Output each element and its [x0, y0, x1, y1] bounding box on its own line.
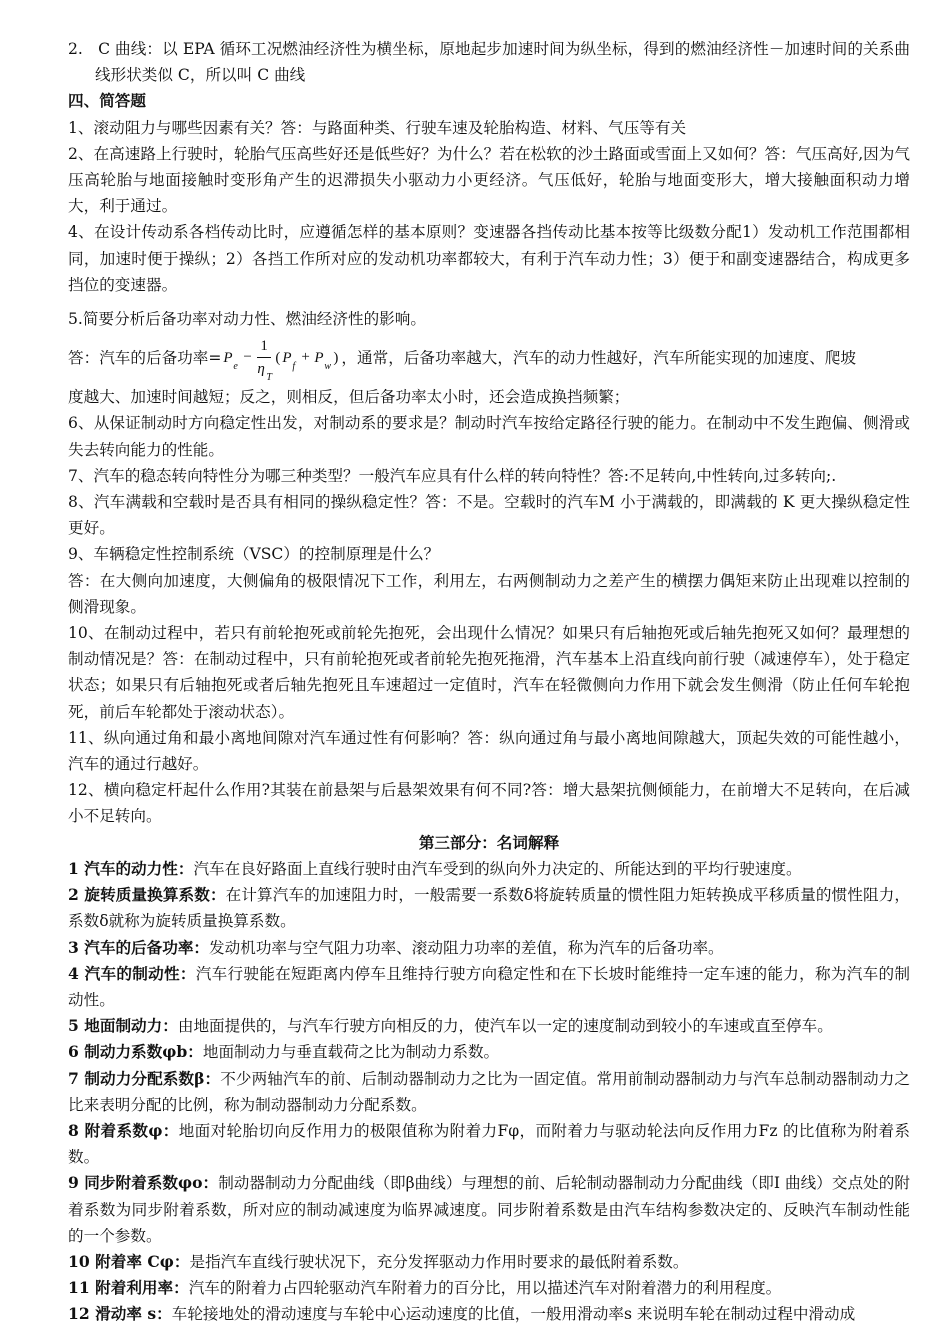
term-label: 8 附着系数φ： [68, 1120, 179, 1140]
question-4: 4、在设计传动系各档传动比时，应遵循怎样的基本原则？变速器各挡传动比基本按等比级数分配1）发动机工作范围都相同，加速时便于操纵；2）各挡工作所对应的发动机功率都较大，有利于汽车动力性；3）便于和副变速器结合，构成更多挡位的变速器。 [68, 223, 910, 294]
term-item [68, 1013, 910, 1039]
term-label: 4 汽车的制动性： [68, 963, 196, 983]
term-label: 3 汽车的后备功率： [68, 937, 210, 957]
c-curve-text: C 曲线：以 EPA 循环工况燃油经济性为横坐标，原地起步加速时间为纵坐标，得到的燃油经济性－加速时间的关系曲线形状类似 C，所以叫 C 曲线 [95, 40, 910, 85]
question-5-title: 5.简要分析后备功率对动力性、燃油经济性的影响。 [68, 310, 426, 329]
term-item [68, 935, 910, 961]
term-definition: 制动器制动力分配曲线（即β曲线）与理想的前、后轮制动器制动力分配曲线（即I 曲线）交点处的附着系数为同步附着系数，所对应的制动减速度为临界减速度。同步附着系数是由汽车结构参数决定的、反映汽车制动性能的一个参数。 [68, 1174, 910, 1245]
term-definition: 发动机功率与空气阻力功率、滚动阻力功率的差值，称为汽车的后备功率。 [209, 938, 724, 957]
term-definition: 汽车的附着力占四轮驱动汽车附着力的百分比，用以描述汽车对附着潜力的利用程度。 [188, 1279, 782, 1298]
term-label: 10 附着率 Cφ： [68, 1251, 190, 1271]
term-label: 11 附着利用率： [68, 1278, 189, 1298]
term-label: 1 汽车的动力性： [68, 858, 194, 878]
c-curve-number: 2. [68, 40, 83, 58]
term-item [68, 1249, 910, 1275]
term-item [68, 882, 910, 934]
term-label: 7 制动力分配系数β： [68, 1068, 221, 1088]
formula-one: 1 [260, 338, 268, 355]
term-label: 9 同步附着系数φo： [68, 1173, 219, 1193]
formula-fraction-bar [257, 357, 271, 358]
question-5-answer-continued: 度越大、加速时间越短；反之，则相反，但后备功率太小时，还会造成换挡频繁； [68, 388, 630, 407]
term-definition: 地面对轮胎切向反作用力的极限值称为附着力Fφ，而附着力与驱动轮法向反作用力Fz 的比值称为附着系数。 [68, 1121, 911, 1167]
question-1: 1、滚动阻力与哪些因素有关？答：与路面种类、行驶车速及轮胎构造、材料、气压等有关 [68, 118, 687, 137]
formula-left-paren: ( [275, 350, 281, 367]
formula-eta-sub: T [266, 372, 272, 384]
formula-pe: P [223, 350, 233, 367]
c-curve-item [68, 36, 910, 88]
term-label: 2 旋转质量换算系数： [68, 885, 226, 905]
question-6: 6、从保证制动时方向稳定性出发，对制动系的要求是？制动时汽车按给定路径行驶的能力。在制动中不发生跑偏、侧滑或失去转向能力的性能。 [68, 414, 910, 459]
term-item [68, 856, 910, 882]
formula-right-paren: ) [333, 350, 339, 367]
formula-pf-sub: f [292, 361, 296, 373]
term-label: 6 制动力系数φb： [68, 1042, 203, 1062]
reserve-power-formula [221, 332, 341, 384]
question-9-title: 9、车辆稳定性控制系统（VSC）的控制原理是什么？ [68, 545, 440, 564]
term-definition: 汽车在良好路面上直线行驶时由汽车受到的纵向外力决定的、所能达到的平均行驶速度。 [193, 859, 802, 878]
term-definition: 不少两轴汽车的前、后制动器制动力之比为一固定值。常用前制动器制动力与汽车总制动器制动力之比来表明分配的比例，称为制动器制动力分配系数。 [68, 1069, 910, 1114]
question-9-answer: 答：在大侧向加速度，大侧偏角的极限情况下工作，利用左，右两侧制动力之差产生的横摆力偶矩来防止出现难以控制的侧滑现象。 [68, 571, 910, 616]
term-definition: 由地面提供的，与汽车行驶方向相反的力，使汽车以一定的速度制动到较小的车速或直至停车。 [177, 1017, 833, 1036]
formula-pf: P [282, 350, 292, 367]
section-heading-short-answer: 四、简答题 [68, 91, 146, 111]
part-3-heading: 第三部分：名词解释 [418, 832, 560, 852]
question-8: 8、汽车满载和空载时是否具有相同的操纵稳定性？答：不是。空载时的汽车M 小于满载的，即满载的 K 更大操纵稳定性更好。 [68, 493, 910, 538]
term-definition: 地面制动力与垂直载荷之比为制动力系数。 [202, 1043, 500, 1062]
term-item [68, 1301, 910, 1327]
term-definition: 在计算汽车的加速阻力时，一般需要一系数δ将旋转质量的惯性阻力矩转换成平移质量的惯性阻力，系数δ就称为旋转质量换算系数。 [68, 886, 911, 931]
term-label: 12 滑动率 s： [68, 1304, 172, 1324]
document-content [68, 36, 910, 1328]
formula-pw: P [314, 350, 324, 367]
question-5-answer-rest: ，通常，后备功率越大，汽车的动力性越好，汽车所能实现的加速度、爬坡 [341, 349, 857, 368]
term-definition: 车轮接地处的滑动速度与车轮中心运动速度的比值，一般用滑动率s 来说明车轮在制动过程中滑动成 [171, 1305, 856, 1324]
formula-plus: + [301, 349, 310, 366]
question-5-answer-prefix: 答：汽车的后备功率= [68, 349, 222, 368]
question-10: 10、在制动过程中，若只有前轮抱死或前轮先抱死，会出现什么情况？如果只有后轴抱死或后轴先抱死又如何？最理想的制动情况是？答：在制动过程中，只有前轮抱死或者前轮先抱死拖滑，汽车基本上沿直线向前行驶（减速停车），处于稳定状态；如果只有后轴抱死或者后轴先抱死且车速超过一定值时，汽车在轻微侧向力作用下就会发生侧滑（防止任何车轮抱死，前后车轮都处于滚动状态）。 [68, 624, 910, 721]
question-11: 11、纵向通过角和最小离地间隙对汽车通过性有何影响？答：纵向通过角与最小离地间隙越大，顶起失效的可能性越小，汽车的通过行越好。 [68, 728, 910, 774]
question-12: 12、横向稳定杆起什么作用?其装在前悬架与后悬架效果有何不同?答：增大悬架抗侧倾能力，在前增大不足转向，在后减小不足转向。 [68, 781, 910, 826]
term-item [68, 1066, 910, 1118]
term-item [68, 1170, 910, 1249]
term-definition: 汽车行驶能在短距离内停车且维持行驶方向稳定性和在下长坡时能维持一定车速的能力，称为汽车的制动性。 [68, 964, 910, 1009]
question-5-answer-line [68, 332, 910, 384]
formula-pe-sub: e [233, 361, 238, 373]
question-7: 7、汽车的稳态转向特性分为哪三种类型？一般汽车应具有什么样的转向特性？答:不足转向,中性转向,过多转向;. [68, 466, 837, 485]
term-item [68, 1039, 910, 1065]
term-item [68, 961, 910, 1013]
formula-pw-sub: w [324, 361, 332, 373]
formula-eta: η [257, 361, 265, 378]
question-2: 2、在高速路上行驶时，轮胎气压高些好还是低些好？为什么？若在松软的沙土路面或雪面上又如何？答：气压高好,因为气压高轮胎与地面接触时变形角产生的迟滞损失小驱动力小更经济。气压低好，轮胎与地面变形大，增大接触面积动力增大，利于通过。 [68, 144, 910, 216]
term-definition: 是指汽车直线行驶状况下，充分发挥驱动力作用时要求的最低附着系数。 [189, 1252, 689, 1271]
term-item [68, 1275, 910, 1301]
term-item [68, 1118, 910, 1170]
term-label: 5 地面制动力： [68, 1016, 178, 1036]
formula-minus: − [243, 349, 252, 366]
